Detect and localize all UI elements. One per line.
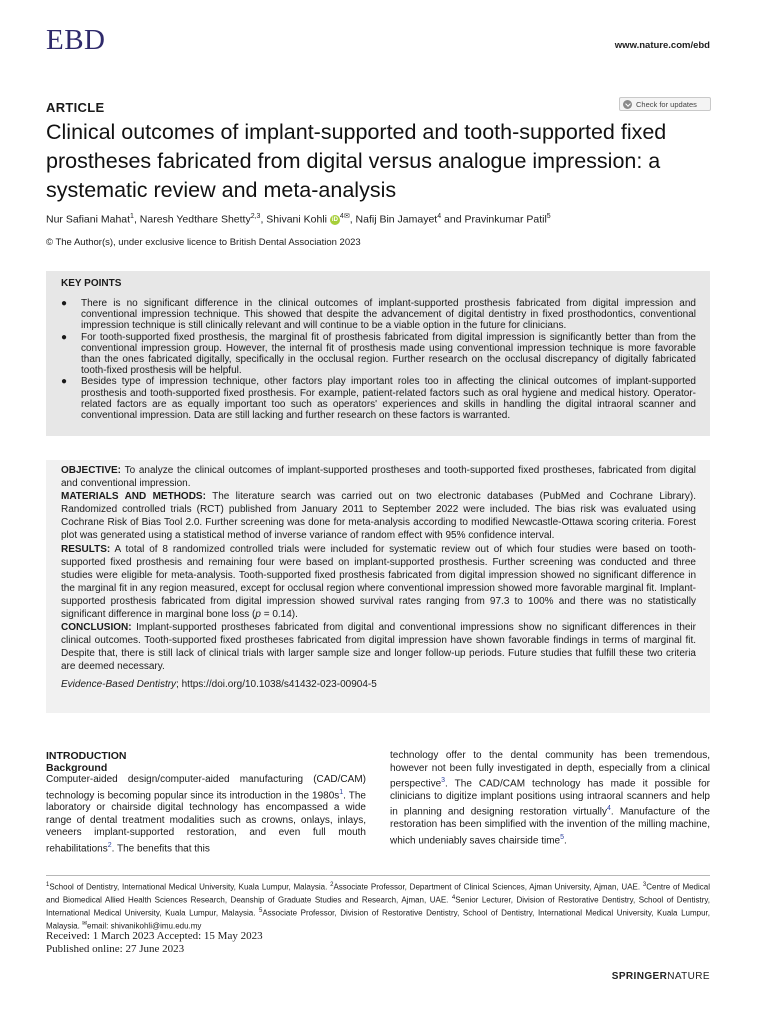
- subsection-heading: Background: [46, 762, 108, 774]
- author-list: Nur Safiani Mahat$^1$, Naresh Yedthare Shetty$^{2,3}$, Shivani Kohli iD $^{4✉}$, Nafij Bin Jamayet$^4$ and Pravinkumar Patil$^5$: [46, 213, 551, 226]
- abstract-methods: [61, 490, 696, 542]
- journal-logo: EBD: [46, 24, 106, 56]
- affil-text: Associate Professor, Division of Restorative Dentistry, School of Dentistry, International Medical University, Kuala Lumpur, Malaysia.: [46, 908, 710, 931]
- abstract-objective: [61, 464, 696, 490]
- author-name[interactable]: Nafij Bin Jamayet: [355, 213, 438, 226]
- conclusion-text: Implant-supported prostheses fabricated from digital and conventional impressions show no significant differences in their clinical outcomes. Tooth-supported fixed prostheses fabricated from digital impression have shown favorable findings in terms of marginal fit. Despite that, there is still lack of clinical trials with larger sample size and longer follow-up periods. Future studies that fulfill these two criteria are deemed necessary.: [61, 622, 696, 673]
- section-heading: INTRODUCTION: [46, 750, 127, 762]
- body-paragraph: [390, 750, 710, 847]
- author-affil-sup: 4✉: [339, 213, 350, 220]
- affiliations: [46, 880, 710, 932]
- key-points-box: [46, 271, 710, 436]
- citation-journal: Evidence-Based Dentistry: [61, 678, 177, 690]
- key-point-item: [61, 298, 696, 332]
- body-paragraph: [46, 774, 366, 856]
- affil-text: School of Dentistry, International Medical University, Kuala Lumpur, Malaysia.: [49, 882, 331, 892]
- copyright-line: © The Author(s), under exclusive licence to British Dental Association 2023: [46, 237, 361, 248]
- article-dates: [46, 930, 263, 956]
- publisher-logo: [612, 971, 710, 982]
- body-text: . Manufacture of the restoration has been simplified with the invention of the milling machine, which undeniably saves chairside time: [390, 806, 710, 846]
- author-name[interactable]: Nur Safiani Mahat: [46, 213, 131, 226]
- author-affil-sup: 4: [437, 213, 442, 220]
- reference-link[interactable]: 5: [560, 833, 564, 841]
- methods-text: The literature search was carried out on two electronic databases (PubMed and Cochrane Library). Randomized controlled trials (RCT) published from January 2011 to September 2022 were included. The bias risk was evaluated using Cochrane Risk of Bias Tool 2.0. Further screening was done for meta-analysis according to modified Newcastle-Ottawa scoring criteria. Forest plot was generated using a statistical method of inverse variance of random effect with 95% confidence interval.: [61, 491, 696, 542]
- affil-text: Centre of Medical and Biomedical Allied Health Sciences Research, Deanship of Graduate Studies and Research, Ajman, UAE.: [46, 882, 711, 905]
- key-point-item: [61, 332, 696, 377]
- abstract-box: [46, 460, 710, 713]
- abstract-conclusion: [61, 621, 696, 673]
- conclusion-label: CONCLUSION:: [61, 622, 132, 634]
- author-affil-sup: 2,3: [250, 213, 261, 220]
- body-text: . The laboratory or chairside digital technology has encompassed a wide range of dental treatment modalities such as crowns, onlays, inlays, veneers implant-supported restoration, and even full mouth rehabilitations: [46, 789, 366, 855]
- author-name[interactable]: Pravinkumar Patil: [464, 213, 547, 226]
- affil-text: Senior Lecturer, Division of Restorative Dentistry, School of Dentistry, International Medical University, Kuala Lumpur, Malaysia.: [46, 895, 710, 918]
- body-column-left: [46, 750, 366, 856]
- objective-text: To analyze the clinical outcomes of implant-supported prostheses and tooth-supported fixed prostheses, fabricated from digital and conventional impression.: [61, 465, 696, 490]
- journal-url-link[interactable]: www.nature.com/ebd: [614, 40, 710, 51]
- reference-link[interactable]: 1: [339, 788, 344, 796]
- results-text-end: = 0.14).: [260, 609, 298, 621]
- key-point-item: [61, 376, 696, 421]
- key-points-title: KEY POINTS: [61, 278, 122, 289]
- affil-sup: 1: [46, 882, 50, 888]
- author-name[interactable]: Shivani Kohli: [266, 213, 327, 226]
- affil-sup: 2: [330, 882, 334, 888]
- p-value-symbol: p: [255, 609, 261, 621]
- affil-sup: ✉: [82, 921, 88, 928]
- received-accepted-dates: Received: 1 March 2023 Accepted: 15 May 2023: [46, 930, 263, 942]
- author-affil-sup: 5: [546, 213, 551, 220]
- bullet-icon: ●: [61, 298, 68, 309]
- check-updates-icon: [623, 100, 632, 109]
- body-text: technology offer to the dental community has been tremendous, however not been fully investigated in depth, especially from a clinical perspective: [390, 750, 710, 790]
- check-for-updates-button[interactable]: [619, 97, 711, 111]
- affil-sup: 5: [259, 908, 263, 915]
- affil-sup: 4: [451, 895, 456, 902]
- affil-text: Associate Professor, Department of Clinical Sciences, Ajman University, Ajman, UAE.: [333, 882, 643, 892]
- key-point-text: For tooth-supported fixed prosthesis, the marginal fit of prosthesis fabricated from digital impression is significantly better than from the conventional impression group. However, the internal fit of prosthesis made using conventional impression technique is more favorable than the ones fabricated digitally, specifically in the occlusal region. Further research on the occlusal discrepancy of digitally fabricated tooth-fixed prosthesis will be helpful.: [81, 331, 696, 377]
- body-text: Computer-aided design/computer-aided manufacturing (CAD/CAM) technology is becoming popular since its introduction in the 1980s: [46, 774, 366, 801]
- footnote-divider: [46, 875, 710, 876]
- reference-link[interactable]: 4: [607, 805, 611, 813]
- author-name[interactable]: Naresh Yedthare Shetty: [139, 213, 251, 226]
- author-affil-sup: 1: [130, 213, 134, 220]
- abstract-results: [61, 543, 696, 622]
- check-updates-label: Check for updates: [636, 99, 697, 109]
- orcid-icon[interactable]: iD: [331, 216, 338, 223]
- abstract-citation: [61, 678, 696, 691]
- results-text: A total of 8 randomized controlled trials were included for systematic review out of which four studies were based on tooth-supported fixed prosthesis and remaining four were based on implant-supported prosthesis. Further screening was conducted and three studies were eligible for meta-analysis. Tooth-supported fixed prosthesis fabricated from digital impression showed no significant difference in the marginal fit in any region measured, except for occlusal region where conventional impression showed more favorable marginal fit. Implant-supported prosthesis fabricated from digital impression showed survival rates ranging from 97.3 to 100% and there was no statistically significant difference in marginal bone loss (: [61, 543, 696, 621]
- objective-label: OBJECTIVE:: [61, 465, 122, 476]
- reference-link[interactable]: 3: [441, 777, 446, 784]
- citation-doi-link[interactable]: ; https://doi.org/10.1038/s41432-023-00904-5: [176, 678, 377, 690]
- article-type: ARTICLE: [46, 100, 105, 115]
- key-point-text: Besides type of impression technique, other factors play important roles too in affecting the clinical outcomes of implant-supported prosthesis and tooth-supported fixed prosthesis. For example, patient-related factors such as oral hygiene and medical history. Operator-related factors are as equally important too such as operators' experiences and skills in handling the digital intraoral scanner and conventional impression. Data are still lacking and further research on these factors is warranted.: [81, 376, 696, 422]
- results-label: RESULTS:: [61, 543, 111, 555]
- reference-link[interactable]: 2: [107, 841, 112, 849]
- methods-label: MATERIALS AND METHODS:: [61, 491, 206, 503]
- body-text: . The benefits that this: [111, 843, 210, 855]
- publisher-name-a: SPRINGER: [611, 971, 668, 982]
- article-title: Clinical outcomes of implant-supported and tooth-supported fixed prostheses fabricated from digital versus analogue impression: a systematic review and meta-analysis: [46, 120, 667, 202]
- published-date: Published online: 27 June 2023: [46, 943, 185, 955]
- key-point-text: There is no significant difference in the clinical outcomes of implant-supported prosthesis fabricated from digital impression and conventional impression technique. This showed that despite the advancement of digital dentistry in fixed prosthodontics, conventional impression technique is still clinically relevant and will continue to be a viable option in the future for clinicians.: [81, 298, 696, 332]
- affil-sup: 3: [642, 882, 647, 888]
- body-column-right: [390, 750, 710, 847]
- bullet-icon: ●: [61, 331, 68, 343]
- bullet-icon: ●: [61, 376, 68, 388]
- body-text: .: [564, 834, 567, 846]
- body-text: . The CAD/CAM technology has made it possible for clinicians to digitize implant positions using intraoral scanners and help in planning and designing restoration virtually: [390, 778, 710, 818]
- email-link[interactable]: email: shivanikohli@imu.edu.my: [87, 921, 202, 931]
- publisher-name-b: NATURE: [667, 971, 710, 982]
